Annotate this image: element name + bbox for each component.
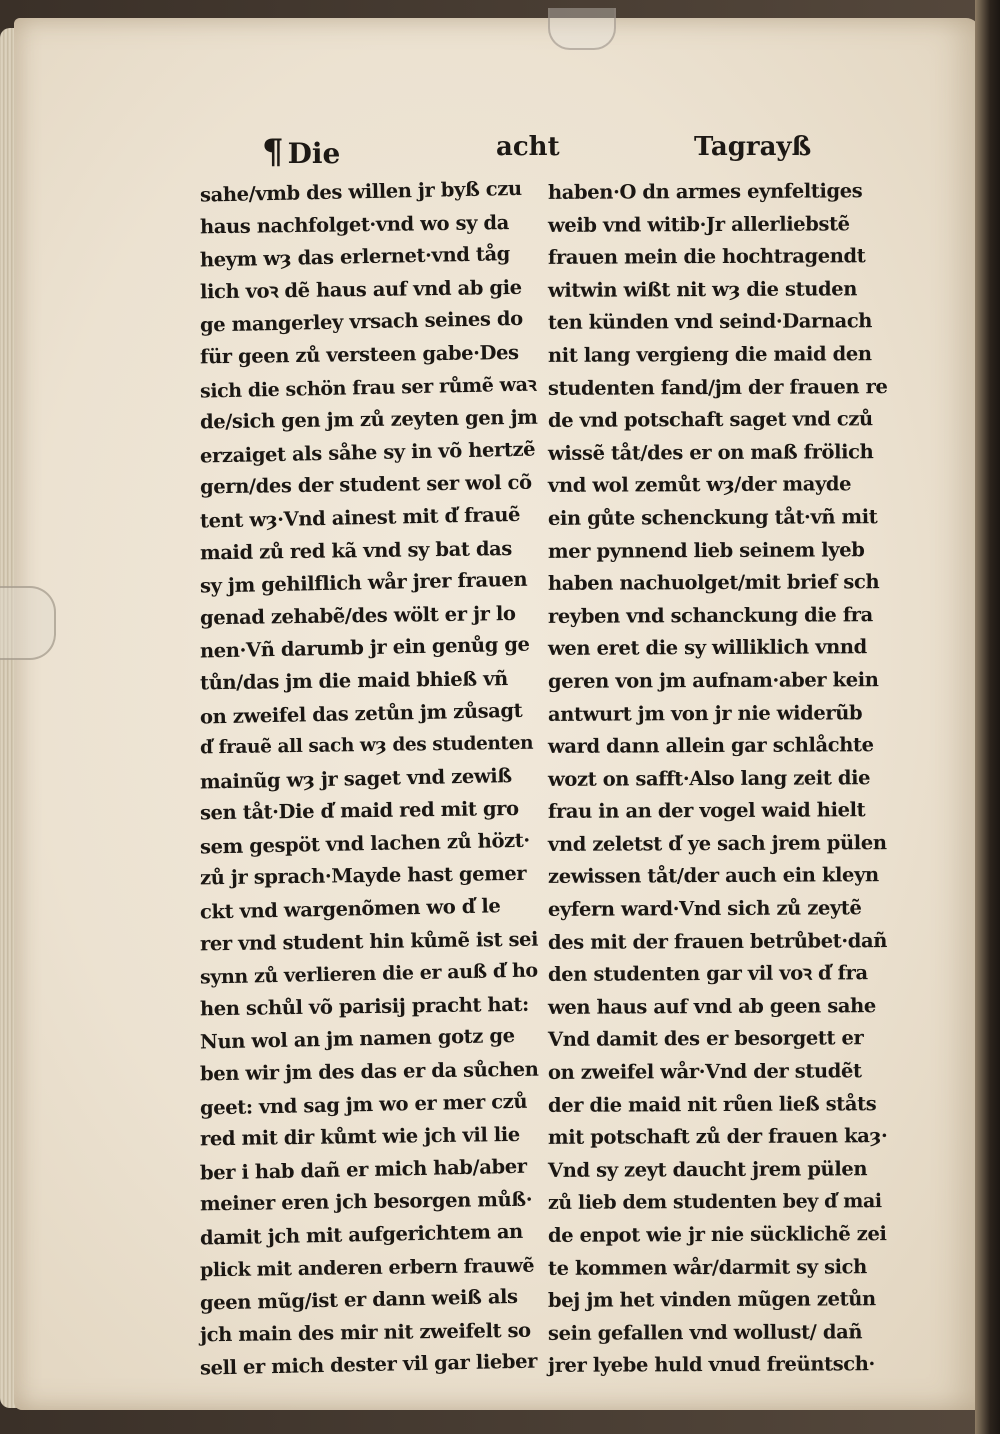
text-line: de/sich gen jm zů zeyten gen jm — [199, 405, 538, 434]
paragraph-mark: ¶ — [262, 132, 284, 172]
text-line: hen schůl võ parisij pracht hat: — [199, 992, 530, 1021]
text-line: nen·Vñ darumb jr ein genůg ge — [199, 632, 530, 663]
text-line: vnd wol zemůt wȝ/der mayde — [547, 472, 852, 498]
text-line: Vnd damit des er besorgett er — [547, 1026, 864, 1052]
text-line: tůn/das jm die maid bhieß vñ — [199, 666, 509, 695]
page-clip-top — [548, 8, 616, 50]
text-line: meiner eren jch besorgen můß· — [199, 1188, 533, 1216]
text-line: mit potschaft zů der frauen kaȝ· — [547, 1124, 888, 1150]
text-line: ge mangerley vrsach seines do — [199, 307, 523, 337]
text-line: geen mũg/ist er dann weiß als — [199, 1285, 518, 1315]
text-line: mer pynnend lieb seinem lyeb — [547, 537, 865, 563]
text-line: maid zů red kã vnd sy bat das — [199, 536, 513, 564]
text-line: mainũg wȝ jr saget vnd zewiß — [199, 763, 512, 794]
page-clip-left — [0, 586, 56, 660]
text-line: frau in an der vogel waid hielt — [547, 798, 866, 824]
text-line: sahe/vmb des willen jr byß czu — [199, 176, 522, 207]
text-line: ben wir jm des das er da sůchen — [199, 1057, 539, 1086]
text-line: geren von jm aufnam·aber kein — [547, 668, 879, 693]
text-line: ein gůte schenckung tåt·vñ mit — [547, 505, 878, 530]
text-line: eyfern ward·Vnd sich zů zeytẽ — [547, 896, 862, 921]
text-line: ten künden vnd seind·Darnach — [547, 309, 873, 335]
text-line: wen haus auf vnd ab geen sahe — [547, 994, 876, 1019]
text-line: red mit dir kůmt wie jch vil lie — [199, 1123, 520, 1151]
running-head-center: acht — [496, 132, 560, 162]
text-line: de vnd potschaft saget vnd czů — [547, 407, 873, 433]
text-line: den studenten gar vil voꝛ d̕ fra — [547, 961, 868, 987]
text-line: heym wȝ das erlernet·vnd tåg — [199, 242, 511, 272]
text-line: ward dann allein gar schlåchte — [547, 733, 874, 758]
text-line: wissẽ tåt/des er on maß frölich — [547, 439, 874, 465]
text-line: antwurt jm von jr nie widerũb — [547, 700, 863, 726]
text-line: bej jm het vinden mũgen zetůn — [547, 1287, 876, 1313]
text-line: der die maid nit růen ließ ståts — [547, 1091, 877, 1117]
text-line: erzaiget als såhe sy in võ hertzẽ — [199, 437, 536, 468]
text-line: wen eret die sy williklich vnnd — [547, 635, 867, 661]
text-line: sem gespöt vnd lachen zů hözt· — [199, 828, 530, 859]
text-line: ber i hab dañ er mich hab/aber — [199, 1154, 527, 1185]
text-line: te kommen wår/darmit sy sich — [547, 1254, 867, 1280]
text-line: zů lieb dem studenten bey d̕ mai — [547, 1190, 882, 1215]
text-line: Nun wol an jm namen gotz ge — [199, 1024, 515, 1054]
right-text-column — [548, 176, 888, 1382]
scan-right-edge — [975, 0, 1000, 1434]
text-line: on zweifel das zetůn jm zůsagt — [199, 698, 523, 729]
running-head-right: Tagrayß — [694, 132, 812, 162]
text-line: tent wȝ·Vnd ainest mit d̕ frauẽ — [199, 502, 521, 533]
text-line: reyben vnd schanckung die fra — [547, 602, 873, 628]
text-line: studenten fand/jm der frauen re — [547, 374, 888, 400]
text-line: gern/des der student ser wol cõ — [199, 471, 532, 499]
text-line: genad zehabẽ/des wölt er jr lo — [199, 601, 516, 630]
text-line: sein gefallen vnd wollust/ dañ — [547, 1320, 863, 1345]
text-line: sen tåt·Die d̕ maid red mit gro — [199, 797, 519, 825]
text-line: des mit der frauen betrůbet·dañ — [547, 928, 888, 954]
text-line: haben nachuolget/mit brief sch — [547, 570, 880, 596]
text-line: frauen mein die hochtragendt — [547, 244, 866, 270]
running-head-left-text: Die — [287, 137, 341, 170]
text-line: jrer lyebe huld vnud freüntsch· — [547, 1352, 875, 1378]
text-line: zů jr sprach·Mayde hast gemer — [199, 862, 527, 890]
text-line: vnd zeletst d̕ ye sach jrem pülen — [547, 830, 887, 856]
text-line: nit lang vergieng die maid den — [547, 342, 872, 367]
text-line: plick mit anderen erbern frauwẽ — [199, 1254, 535, 1281]
text-line: sy jm gehilflich wår jrer frauen — [199, 567, 528, 598]
text-line: on zweifel wår·Vnd der studẽt — [547, 1059, 862, 1084]
text-line: lich voꝛ dẽ haus auf vnd ab gie — [199, 275, 522, 304]
text-line: sell er mich dester vil gar lieber — [199, 1349, 538, 1380]
text-line: ckt vnd wargenõmen wo d̕ le — [199, 894, 501, 924]
text-line: damit jch mit aufgerichtem an — [199, 1219, 524, 1250]
text-line: jch main des mir nit zweifelt so — [199, 1318, 531, 1347]
text-line: für geen zů versteen gabe·Des — [199, 340, 519, 369]
text-line: Vnd sy zeyt daucht jrem pülen — [547, 1157, 868, 1182]
text-line: wozt on safft·Also lang zeit die — [547, 765, 871, 791]
text-line: witwin wißt nit wȝ die studen — [547, 277, 858, 302]
text-line: weib vnd witib·Jr allerliebstẽ — [547, 211, 850, 237]
running-head-left — [262, 132, 340, 182]
text-line: rer vnd student hin kůmẽ ist sei — [199, 927, 539, 956]
text-line: haben·O dn armes eynfeltiges — [547, 179, 863, 204]
text-line: de enpot wie jr nie sücklichẽ zei — [547, 1222, 887, 1247]
text-line: synn zů verlieren die er auß d̕ ho — [199, 959, 538, 989]
left-text-column — [200, 176, 540, 1382]
text-line: geet: vnd sag jm wo er mer czů — [199, 1089, 528, 1120]
text-line: d̕ frauẽ all sach wȝ des studenten — [199, 732, 534, 759]
text-line: zewissen tåt/der auch ein kleyn — [547, 863, 879, 889]
text-line: sich die schön frau ser růmẽ waꝛ — [199, 373, 537, 403]
text-line: haus nachfolget·vnd wo sy da — [199, 210, 510, 238]
